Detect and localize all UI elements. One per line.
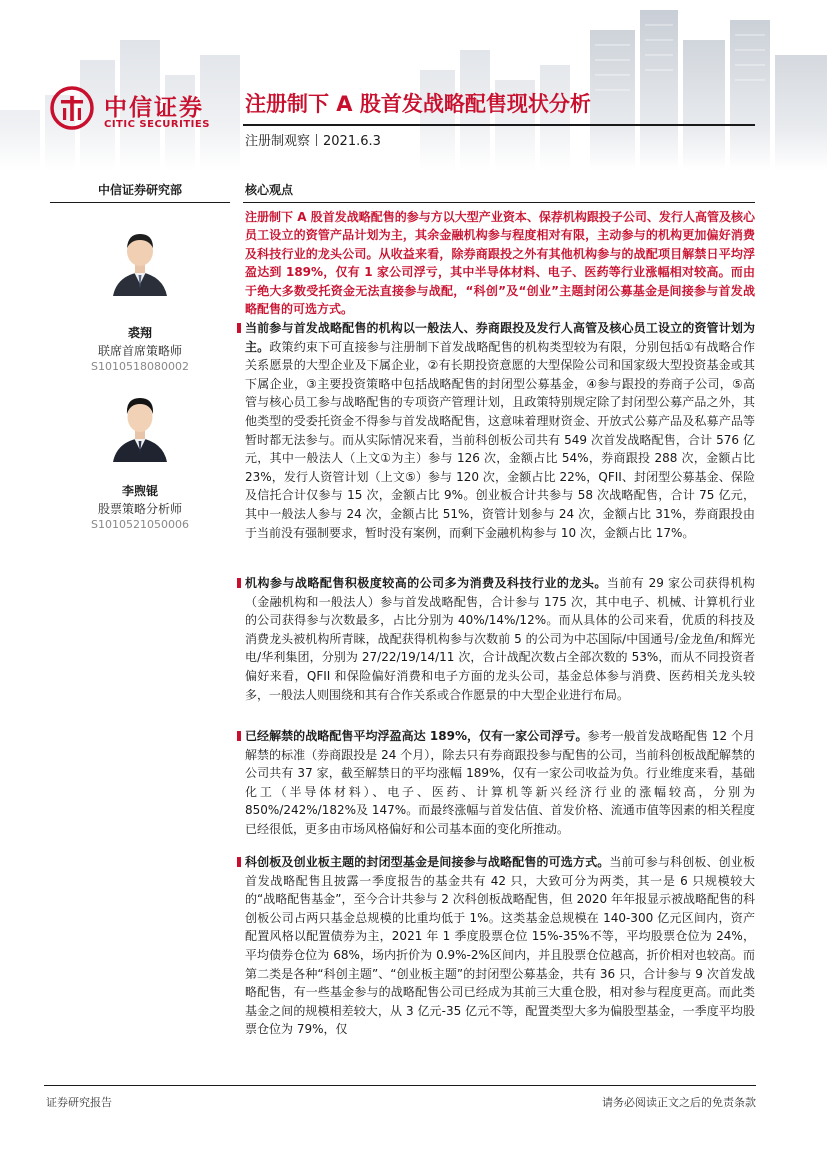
department-label: 中信证券研究部 bbox=[97, 183, 182, 197]
key-point bbox=[245, 574, 755, 704]
key-point-lead: 机构参与战略配售积极度较高的公司多为消费及科技行业的龙头。 bbox=[245, 576, 607, 590]
analyst-card bbox=[50, 226, 230, 376]
analyst-name: 裘翔 bbox=[127, 326, 152, 340]
core-heading: 核心观点 bbox=[245, 183, 294, 197]
core-divider bbox=[243, 202, 755, 203]
analyst-license-id: S1010518080002 bbox=[91, 360, 189, 373]
analyst-role: 股票策略分析师 bbox=[97, 502, 182, 516]
report-title: 注册制下 A 股首发战略配售现状分析 bbox=[245, 92, 591, 116]
bullet-marker bbox=[237, 731, 241, 741]
bullet-marker bbox=[237, 857, 241, 867]
analyst-license-id: S1010521050006 bbox=[91, 518, 189, 531]
analyst-name: 李煦锟 bbox=[121, 484, 158, 498]
brand-name-en: CITIC SECURITIES bbox=[104, 119, 210, 130]
citic-logo-icon bbox=[50, 86, 94, 130]
title-divider bbox=[243, 124, 755, 126]
footer-disclaimer-note: 请务必阅读正文之后的免责条款 bbox=[602, 1096, 756, 1109]
key-point bbox=[245, 319, 755, 542]
key-point-body: 当前有 29 家公司获得机构（金融机构和一般法人）参与首发战略配售，合计参与 175 次，其中电子、机械、计算机行业的公司获得参与次数最多，占比分别为 40%/14%/12%。而从具体的公司来看，优质的科技及消费龙头被机构所青睐，战配获得机构参与次数前 5 的公司为中芯国际/中国通号/金龙鱼/和辉光电/华利集团，分别为 27/22/19/14/11 次，合计战配次数占全部次数的 53%，而从不同投资者偏好来看，QFII 和保险偏好消费和电子方面的龙头公司，基金总体参与消费、医药相关龙头较多，一般法人则围绕和其有合作关系或合作愿景的中大型企业进行布局。 bbox=[245, 576, 755, 702]
bullet-marker bbox=[237, 578, 241, 588]
key-point bbox=[245, 727, 755, 839]
avatar bbox=[111, 226, 169, 296]
key-point bbox=[245, 853, 755, 1039]
avatar bbox=[111, 392, 169, 462]
skyline-background bbox=[0, 0, 827, 170]
core-summary: 注册制下 A 股首发战略配售的参与方以大型产业资本、保荐机构跟投子公司、发行人高管及核心员工设立的资管产品计划为主，其余金融机构参与程度相对有限，主动参与的机构更加偏好消费及科技行业的龙头公司。从收益来看，除券商跟投之外有其他机构参与的战配项目解禁日平均浮盈达到 189%，仅有 1 家公司浮亏，其中半导体材料、电子、医药等行业涨幅相对较高。而由于绝大多数受托资金无法直接参与战配，“科创”及“创业”主题封闭公募基金是间接参与首发战略配售的可选方式。 bbox=[245, 210, 755, 317]
department-divider bbox=[50, 202, 230, 203]
report-subtitle bbox=[245, 130, 381, 149]
report-series: 注册制观察 bbox=[245, 134, 311, 149]
analyst-card bbox=[50, 392, 230, 542]
brand-logo bbox=[50, 86, 230, 136]
key-point-body: 当前可参与科创板、创业板首发战略配售且披露一季度报告的基金共有 42 只，大致可分为两类，其一是 6 只规模较大的“战略配售基金”，至今合计共参与 2 次科创板战略配售，但 2020 年年报显示被战略配售的科创板公司占两只基金总规模的比重均低于 1%。这类基金总规模在 140-300 亿元区间内，资产配置风格以配置债券为主，2021 年 1 季度股票仓位 15%-35%不等，平均股票仓位为 24%，平均债券仓位为 68%，场内折价为 0.9%-2%区间内，并且股票仓位越高，折价相对也较高。而第二类是各种“科创主题”、“创业板主题”的封闭型公募基金，共有 36 只，合计参与 9 次首发战略配售，有一些基金参与的战略配售公司已经成为其前三大重仓股，相对参与程度更高。而此类基金之间的规模相差较大，从 3 亿元-35 亿元不等，配置类型大多为偏股型基金，一季度平均股票仓位为 79%，仅 bbox=[245, 855, 755, 1037]
footer-divider bbox=[44, 1085, 756, 1086]
subtitle-separator bbox=[316, 134, 317, 146]
bullet-marker bbox=[237, 323, 241, 333]
footer-label: 证券研究报告 bbox=[46, 1096, 112, 1109]
key-point-lead: 科创板及创业板主题的封闭型基金是间接参与战略配售的可选方式。 bbox=[245, 855, 610, 869]
brand-name-cn: 中信证券 bbox=[104, 95, 204, 121]
key-point-lead: 已经解禁的战略配售平均浮盈高达 189%，仅有一家公司浮亏。 bbox=[245, 729, 588, 743]
report-date: 2021.6.3 bbox=[323, 134, 381, 149]
key-point-body: 政策约束下可直接参与注册制下首发战略配售的机构类型较为有限，分别包括①有战略合作关系愿景的大型企业及下属企业，②有长期投资意愿的大型保险公司和国家级大型投资基金或其下属企业，③主要投资策略中包括战略配售的封闭型公募基金，④参与跟投的券商子公司，⑤高管与核心员工参与战略配售的专项资产管理计划，且政策特别规定除了封闭型公募产品之外，其他类型的受委托资金不得参与首发战略配售，这意味着理财资金、开放式公募产品及私募产品等暂时都无法参与。而从实际情况来看，当前科创板公司共有 549 次首发战略配售，合计 576 亿元，其中一般法人（上文①为主）参与 126 次，金额占比 54%，券商跟投 288 次，金额占比 23%，发行人资管计划（上文⑤）参与 120 次，金额占比 22%，QFII、封闭型公募基金、保险及信托合计仅参与 15 次，金额占比 9%。创业板合计共参与 58 次战略配售，合计 75 亿元，其中一般法人参与 24 次，金额占比 51%，资管计划参与 24 次，金额占比 31%，券商跟投由于当前没有强制要求，暂时没有案例，而剩下金融机构参与 10 次，金额占比 17%。 bbox=[245, 339, 755, 540]
key-point-body: 参考一般首发战略配售 12 个月解禁的标准（券商跟投是 24 个月），除去只有券商跟投参与配售的公司，当前科创板战配解禁的公司共有 37 家，截至解禁日的平均涨幅 189%，仅有一家公司收益为负。行业维度来看，基础化工（半导体材料）、电子、医药、计算机等新兴经济行业的涨幅较高，分别为 850%/242%/182%及 147%。而最终涨幅与首发估值、首发价格、流通市值等因素的相关程度已经很低，更多由市场风格偏好和公司基本面的变化所推动。 bbox=[245, 729, 755, 836]
key-point-lead: 当前参与首发战略配售的机构以一般法人、券商跟投及发行人高管及核心员工设立的资管计划为主。 bbox=[245, 321, 755, 354]
analyst-role: 联席首席策略师 bbox=[97, 344, 182, 358]
